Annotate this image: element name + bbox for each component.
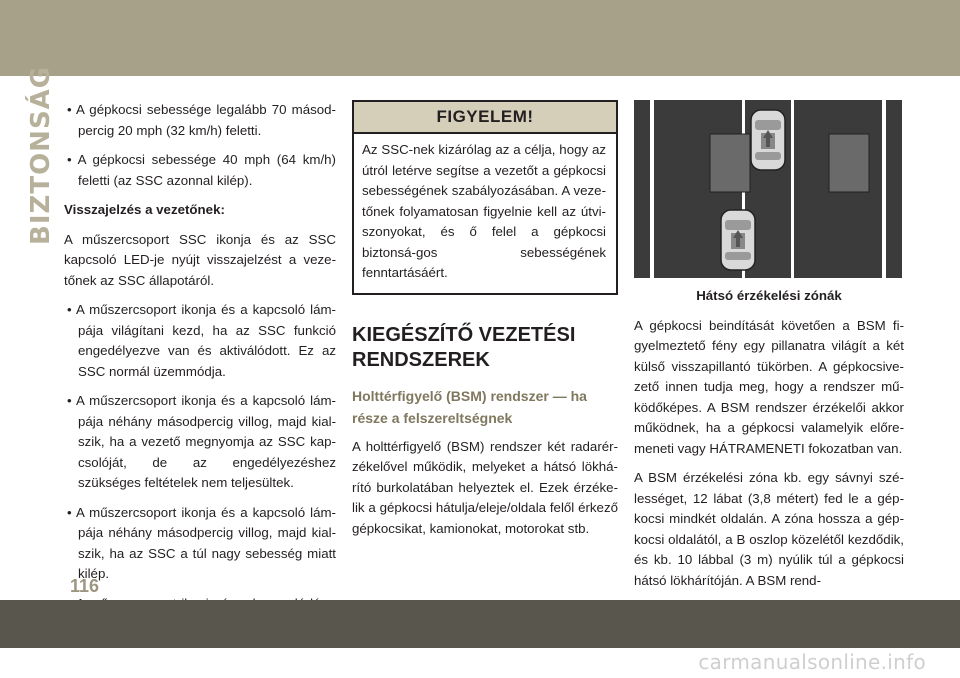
header-band xyxy=(0,0,960,76)
bsm-paragraph-2: A BSM érzékelési zóna kb. egy sávnyi szé-lességet, 12 lábat (3,8 métert) fed le a gép-kocsi mindkét oldalán. A zóna hossza a gép-kocsi oldalától, a B oszlop közelétől kezdődik, és kb. 10 lábbal (3 m) nyúlik túl a gépkocsi hátsó lökhárítóján. A BSM rend- xyxy=(634,470,904,588)
bsm-intro-text: A holttérfigyelő (BSM) rendszer két radarér-zékelővel működik, melyeket a hátsó lökhá-rító burkolatában helyeztek el. Ezek érzéke-lik a gépkocsi hátulja/eleje/oldala felől érkező gépkocsikat, kamionokat, motorokat stb. xyxy=(352,438,618,536)
detection-zone-left xyxy=(710,134,750,192)
column-left xyxy=(64,100,336,664)
section-heading: KIEGÉSZÍTŐ VEZETÉSI RENDSZEREK xyxy=(352,323,576,371)
list-item: • A gépkocsi sebessége legalább 70 másod-percig 20 mph (32 km/h) feletti. xyxy=(67,102,336,138)
list-item: • A műszercsoport ikonja és a kapcsoló lám-pája néhány másodpercig villog, majd kial-szik, ha a vezető megnyomja az SSC kap-csolóját, de az engedélyezéshez szükséges feltételek nem teljesültek. xyxy=(67,393,336,490)
feedback-text: A műszercsoport SSC ikonja és az SSC kapcsoló LED-je nyújt visszajelzést a veze-tőnek az SSC állapotáról. xyxy=(64,231,336,288)
footer-band xyxy=(0,600,960,648)
column-right xyxy=(634,100,904,600)
bsm-paragraph-1: A gépkocsi beindítását követően a BSM fi-gyelmeztető fény egy pillanatra világít a két külső visszapillantó tükörben. A gépkocsive-zető innen tudja meg, hogy a rendszer mű-ködőképes. A BSM rendszer érzékelői akkor működnek, ha a gépkocsi valamelyik előre-meneti vagy HÁTRAMENETI fokozatban van. xyxy=(634,317,904,456)
warning-title: FIGYELEM! xyxy=(354,102,616,134)
watermark-text: carmanualsonline.info xyxy=(698,650,926,674)
list-item: • A műszercsoport ikonja és a kapcsoló lám-pája világítani kezd, ha az SSC funkció engedélyezve van és aktiválódott. Ez az SSC normál üzemmódja. xyxy=(67,302,336,379)
car-front-icon xyxy=(751,110,785,170)
figure-caption: Hátsó érzékelési zónák xyxy=(696,288,842,303)
subsection-heading: Holttérfigyelő (BSM) rendszer — ha része a felszereltségnek xyxy=(352,387,587,426)
list-item: • A gépkocsi sebessége 40 mph (64 km/h) feletti (az SSC azonnal kilép). xyxy=(67,152,336,188)
section-tab: BIZTONSÁG xyxy=(26,65,56,245)
warning-text: Az SSC-nek kizárólag az a célja, hogy az útról letérve segítse a vezetőt a gépkocsi sebességének szabályozásában. A veze-tőnek folyamatosan figyelnie kell az útvi-szonyokat, és ő felel a gépkocsi biztonsá-gos sebességének fenntartásáért. xyxy=(362,142,606,280)
detection-zone-right xyxy=(829,134,869,192)
rear-detection-zones-figure xyxy=(634,100,902,278)
car-rear-icon xyxy=(721,210,755,270)
page-number: 116 xyxy=(70,576,100,596)
road-diagram xyxy=(634,100,902,278)
feedback-heading: Visszajelzés a vezetőnek: xyxy=(64,202,225,217)
list-item: • A műszercsoport ikonja és a kapcsoló lám-pája néhány másodpercig villog, majd kial-szik, ha az SSC a túl nagy sebesség miatt kilép. xyxy=(67,504,336,581)
warning-box xyxy=(352,100,618,295)
column-middle xyxy=(352,100,618,548)
